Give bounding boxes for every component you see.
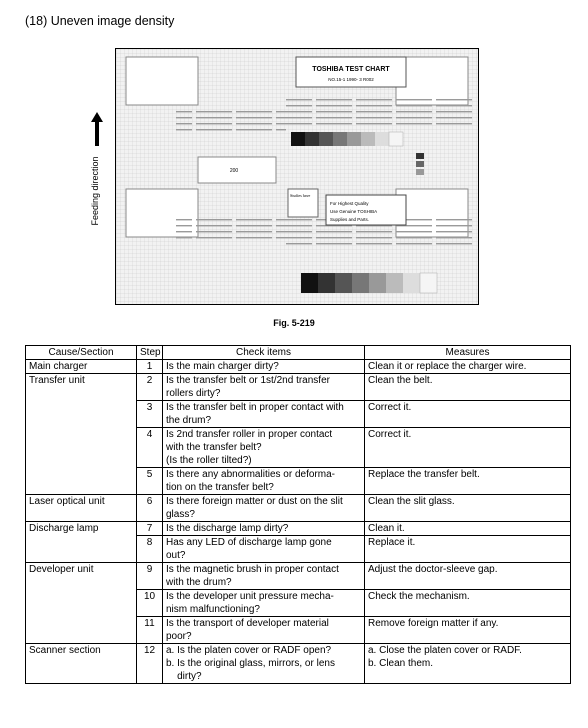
table-row: [26, 644, 571, 684]
test-chart-figure: [115, 48, 479, 305]
feeding-direction-indicator: [82, 112, 112, 232]
chart-promo-2: Use Genuine TOSHIBA: [330, 209, 378, 214]
cause-cell: Main charger: [26, 360, 137, 374]
check-cell: Is the transfer belt or 1st/2nd transfer rollers dirty?: [163, 374, 365, 401]
header-cause: Cause/Section: [26, 346, 137, 360]
check-cell: Is the magnetic brush in proper contact with the drum?: [163, 563, 365, 590]
header-measures: Measures: [365, 346, 571, 360]
chart-header: TOSHIBA TEST CHART: [312, 66, 390, 73]
check-cell: Is the discharge lamp dirty?: [163, 522, 365, 536]
check-table: [25, 345, 571, 684]
check-cell: Is the transport of developer material poor?: [163, 617, 365, 644]
measure-cell: Clean the slit glass.: [365, 495, 571, 522]
check-cell: Is there foreign matter or dust on the slit glass?: [163, 495, 365, 522]
chart-studies: Studies have: [290, 193, 311, 198]
chart-promo-3: Supplies and Parts.: [330, 217, 370, 222]
check-cell: Has any LED of discharge lamp gone out?: [163, 536, 365, 563]
check-cell: Is the transfer belt in proper contact with the drum?: [163, 401, 365, 428]
table-header-row: [26, 346, 571, 360]
measure-cell: Replace it.: [365, 536, 571, 563]
step-cell: 1: [137, 360, 163, 374]
step-cell: 11: [137, 617, 163, 644]
step-cell: 4: [137, 428, 163, 468]
header-check: Check items: [163, 346, 365, 360]
step-cell: 7: [137, 522, 163, 536]
table-row: [26, 522, 571, 536]
table-row: [26, 495, 571, 522]
chart-number: 200: [229, 168, 239, 174]
step-cell: 8: [137, 536, 163, 563]
step-cell: 2: [137, 374, 163, 401]
measure-cell: Check the mechanism.: [365, 590, 571, 617]
measure-cell: Clean it or replace the charger wire.: [365, 360, 571, 374]
check-cell: a. Is the platen cover or RADF open? b. Is the original glass, mirrors, or lens dirty?: [163, 644, 365, 684]
measure-cell: Clean it.: [365, 522, 571, 536]
table-row: [26, 563, 571, 590]
check-cell: Is the main charger dirty?: [163, 360, 365, 374]
measure-cell: Correct it.: [365, 401, 571, 428]
header-step: Step: [137, 346, 163, 360]
test-chart-image: [116, 49, 478, 304]
cause-cell: Developer unit: [26, 563, 137, 644]
chart-subheader: NO.15-1 1990- 3 R002: [328, 77, 374, 82]
check-cell: Is 2nd transfer roller in proper contact with the transfer belt? (Is the roller tilted?): [163, 428, 365, 468]
arrow-up-icon: [91, 112, 103, 146]
step-cell: 3: [137, 401, 163, 428]
cause-cell: Transfer unit: [26, 374, 137, 495]
measure-cell: Remove foreign matter if any.: [365, 617, 571, 644]
feeding-direction-label: Feeding direction: [90, 156, 100, 226]
measure-cell: a. Close the platen cover or RADF. b. Clean them.: [365, 644, 571, 684]
chart-promo-1: For Highest Quality: [330, 201, 369, 206]
measure-cell: Adjust the doctor-sleeve gap.: [365, 563, 571, 590]
measure-cell: Correct it.: [365, 428, 571, 468]
check-cell: Is there any abnormalities or deforma- tion on the transfer belt?: [163, 468, 365, 495]
measure-cell: Clean the belt.: [365, 374, 571, 401]
step-cell: 10: [137, 590, 163, 617]
step-cell: 5: [137, 468, 163, 495]
figure-caption: Fig. 5-219: [273, 318, 315, 328]
cause-cell: Laser optical unit: [26, 495, 137, 522]
step-cell: 9: [137, 563, 163, 590]
table-row: [26, 360, 571, 374]
measure-cell: Replace the transfer belt.: [365, 468, 571, 495]
table-row: [26, 374, 571, 401]
cause-cell: Discharge lamp: [26, 522, 137, 563]
page-title: (18) Uneven image density: [25, 14, 175, 28]
cause-cell: Scanner section: [26, 644, 137, 684]
step-cell: 6: [137, 495, 163, 522]
check-cell: Is the developer unit pressure mecha- nism malfunctioning?: [163, 590, 365, 617]
step-cell: 12: [137, 644, 163, 684]
